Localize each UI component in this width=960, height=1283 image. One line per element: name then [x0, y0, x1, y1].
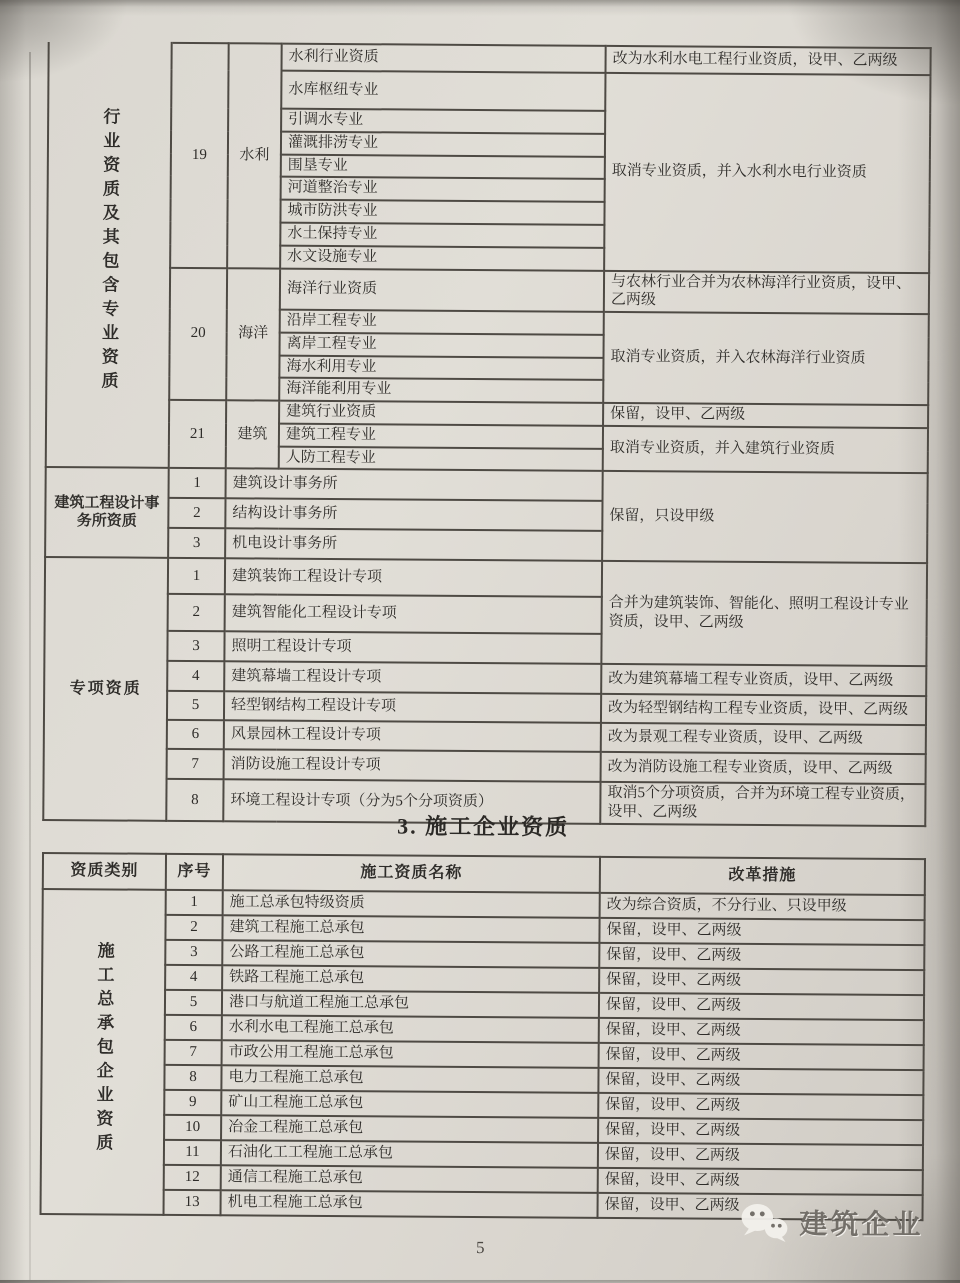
category-cell-special: 专项资质 — [43, 557, 168, 820]
watermark — [737, 1200, 923, 1245]
category-cell-design-office: 建筑工程设计事务所资质 — [45, 467, 169, 558]
name-cell: 铁路工程施工总承包 — [222, 965, 599, 993]
measure-cell: 保留，设甲、乙两级 — [599, 943, 924, 970]
serial-cell: 12 — [164, 1165, 221, 1190]
section-heading: 3. 施工企业资质 — [397, 813, 570, 840]
serial-cell: 6 — [165, 1015, 222, 1040]
name-cell: 水利行业资质 — [282, 44, 606, 73]
table-header-row — [43, 853, 925, 895]
category-label: 施工总承包企业资质 — [93, 940, 114, 1158]
serial-cell: 5 — [167, 691, 224, 720]
name-cell: 建筑幕墙工程设计专项 — [224, 661, 601, 694]
name-cell: 河道整治专业 — [281, 177, 605, 202]
name-cell: 消防设施工程设计专项 — [224, 749, 601, 782]
name-cell: 港口与航道工程施工总承包 — [222, 990, 599, 1018]
table-row — [47, 266, 929, 314]
name-cell: 冶金工程施工总承包 — [221, 1115, 598, 1143]
table-row — [49, 42, 931, 75]
serial-cell: 19 — [170, 43, 229, 268]
serial-cell: 2 — [168, 498, 225, 528]
serial-cell: 6 — [167, 720, 224, 749]
name-cell: 建筑工程专业 — [279, 423, 603, 448]
name-cell: 市政公用工程施工总承包 — [222, 1040, 599, 1068]
measure-cell: 保留，只设甲级 — [602, 471, 928, 563]
serial-cell: 11 — [164, 1140, 221, 1165]
measure-cell: 取消专业资质，并入水利水电行业资质 — [604, 73, 930, 273]
name-cell: 机电设计事务所 — [225, 528, 602, 561]
industry-cell: 建筑 — [226, 400, 279, 469]
name-cell: 环境工程设计专项（分为5个分项资质） — [223, 779, 600, 823]
serial-cell: 3 — [167, 631, 224, 661]
measure-cell: 改为建筑幕墙工程专业资质，设甲、乙两级 — [601, 664, 926, 696]
serial-cell: 9 — [164, 1090, 221, 1115]
serial-cell: 4 — [165, 965, 222, 990]
name-cell: 建筑工程施工总承包 — [222, 915, 599, 943]
header-category: 资质类别 — [43, 853, 166, 890]
page-number: 5 — [475, 1238, 485, 1258]
measure-cell: 保留，设甲、乙两级 — [599, 1043, 924, 1070]
name-cell: 城市防洪专业 — [280, 200, 604, 225]
serial-cell: 7 — [167, 749, 224, 779]
measure-cell: 保留，设甲、乙两级 — [599, 918, 924, 945]
measure-cell: 改为综合资质，不分行业、只设甲级 — [600, 893, 925, 920]
serial-cell: 3 — [168, 528, 225, 558]
name-cell: 施工总承包特级资质 — [223, 890, 600, 918]
header-serial: 序号 — [166, 854, 223, 890]
measure-cell: 保留，设甲、乙两级 — [598, 1168, 923, 1195]
serial-cell: 13 — [164, 1190, 221, 1215]
measure-cell: 与农林行业合并为农林海洋行业资质，设甲、乙两级 — [604, 270, 929, 314]
measure-cell: 保留，设甲、乙两级 — [599, 968, 924, 995]
watermark-label: 建筑企业 — [799, 1209, 924, 1242]
measure-cell: 保留，设甲、乙两级 — [598, 1093, 923, 1120]
name-cell: 建筑装饰工程设计专项 — [225, 558, 602, 597]
measure-cell: 保留，设甲、乙两级 — [598, 1068, 923, 1095]
serial-cell: 5 — [165, 990, 222, 1015]
category-label: 行业资质及其包含专业资质 — [98, 107, 120, 396]
measure-cell: 保留，设甲、乙两级 — [599, 1018, 924, 1045]
name-cell: 建筑智能化工程设计专项 — [225, 594, 602, 634]
name-cell: 离岸工程专业 — [280, 332, 604, 357]
serial-cell: 8 — [164, 1065, 221, 1090]
serial-cell: 1 — [169, 468, 226, 498]
measure-cell: 改为消防设施工程专业资质，设甲、乙两级 — [601, 752, 926, 784]
name-cell: 灌溉排涝专业 — [281, 131, 605, 156]
table-row — [46, 399, 928, 428]
serial-cell: 20 — [169, 267, 227, 400]
name-cell: 公路工程施工总承包 — [222, 940, 599, 968]
name-cell: 海洋行业资质 — [280, 268, 604, 312]
industry-cell: 海洋 — [226, 268, 280, 401]
name-cell: 水利水电工程施工总承包 — [222, 1015, 599, 1043]
serial-cell: 2 — [168, 594, 225, 631]
serial-cell: 1 — [166, 890, 223, 915]
name-cell: 矿山工程施工总承包 — [221, 1090, 598, 1118]
serial-cell: 8 — [166, 779, 223, 821]
header-name: 施工资质名称 — [223, 854, 600, 893]
serial-cell: 7 — [165, 1040, 222, 1065]
name-cell: 人防工程专业 — [279, 446, 603, 471]
measure-cell: 取消5个分项资质，合并为环境工程专业资质，设甲、乙两级 — [600, 782, 925, 826]
measure-cell: 保留，设甲、乙两级 — [603, 403, 928, 428]
name-cell: 围垦专业 — [281, 154, 605, 179]
measure-cell: 改为水利水电工程行业资质，设甲、乙两级 — [605, 46, 930, 75]
measure-cell: 保留，设甲、乙两级 — [598, 1143, 923, 1170]
name-cell: 引调水专业 — [281, 109, 605, 134]
measure-cell: 合并为建筑装饰、智能化、照明工程设计专业资质，设甲、乙两级 — [601, 561, 927, 666]
category-cell-general-contracting — [41, 889, 166, 1215]
name-cell: 结构设计事务所 — [225, 498, 602, 531]
name-cell: 机电工程施工总承包 — [221, 1190, 598, 1218]
header-measure: 改革措施 — [600, 857, 925, 895]
name-cell: 建筑行业资质 — [279, 401, 603, 426]
measure-cell: 改为景观工程专业资质，设甲、乙两级 — [601, 723, 926, 754]
name-cell: 电力工程施工总承包 — [221, 1065, 598, 1093]
name-cell: 水文设施专业 — [280, 245, 604, 270]
measure-cell: 取消专业资质，并入建筑行业资质 — [603, 426, 928, 474]
name-cell: 石油化工工程施工总承包 — [221, 1140, 598, 1168]
serial-cell: 3 — [165, 940, 222, 965]
serial-cell: 21 — [169, 400, 226, 469]
name-cell: 海洋能利用专业 — [279, 378, 603, 403]
table-row — [45, 557, 927, 599]
name-cell: 海水利用专业 — [279, 355, 603, 380]
measure-cell: 保留，设甲、乙两级 — [598, 1193, 923, 1220]
name-cell: 轻型钢结构工程设计专项 — [224, 691, 601, 723]
name-cell: 水库枢纽专业 — [281, 71, 605, 111]
serial-cell: 2 — [165, 915, 222, 940]
name-cell: 水土保持专业 — [280, 222, 604, 247]
name-cell: 建筑设计事务所 — [226, 468, 603, 501]
measure-cell: 改为轻型钢结构工程专业资质，设甲、乙两级 — [601, 694, 926, 725]
qualification-table-upper — [42, 41, 931, 827]
name-cell: 沿岸工程专业 — [280, 310, 604, 335]
serial-cell: 4 — [167, 661, 224, 691]
serial-cell: 10 — [164, 1115, 221, 1140]
measure-cell: 保留，设甲、乙两级 — [598, 1118, 923, 1145]
industry-cell: 水利 — [227, 43, 282, 268]
qualification-table-construction — [40, 852, 927, 1221]
name-cell: 照明工程设计专项 — [224, 631, 601, 664]
measure-cell: 保留，设甲、乙两级 — [599, 993, 924, 1020]
category-cell-industry — [46, 42, 172, 468]
wechat-icon — [737, 1200, 791, 1244]
name-cell: 通信工程施工总承包 — [221, 1165, 598, 1193]
measure-cell: 取消专业资质，并入农林海洋行业资质 — [603, 312, 929, 405]
name-cell: 风景园林工程设计专项 — [224, 720, 601, 752]
serial-cell: 1 — [168, 558, 225, 594]
